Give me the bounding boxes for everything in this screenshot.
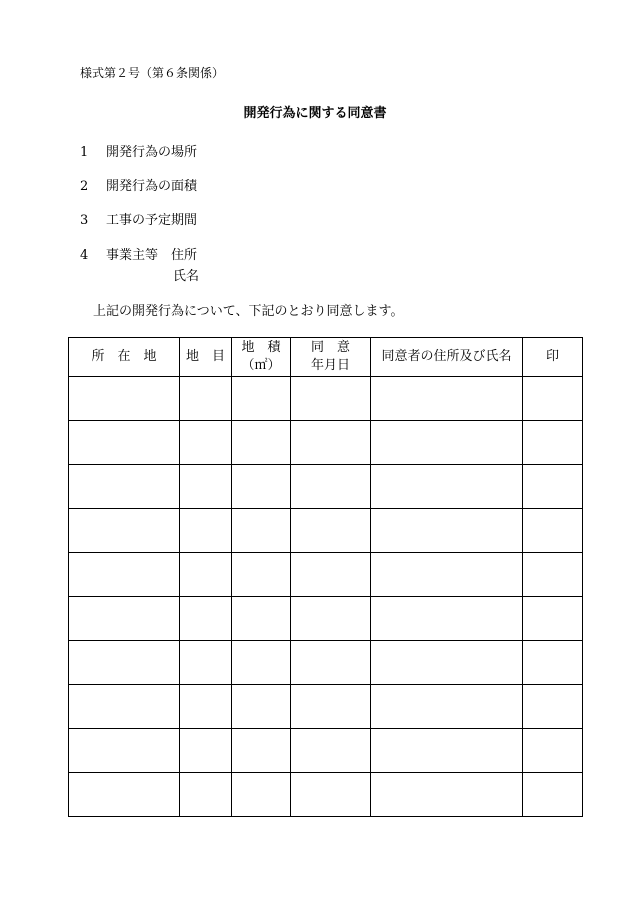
cell-seal[interactable] bbox=[523, 377, 583, 421]
header-date-line1: 同 意 bbox=[310, 340, 350, 355]
item-business-owner bbox=[80, 244, 199, 284]
item-sub-label: 氏名 bbox=[173, 269, 200, 284]
cell-location[interactable] bbox=[69, 685, 180, 729]
item-number: 4 bbox=[80, 248, 89, 263]
cell-location[interactable] bbox=[69, 377, 180, 421]
item-label: 開発行為の面積 bbox=[106, 179, 198, 194]
cell-location[interactable] bbox=[69, 597, 180, 641]
consent-statement: 上記の開発行為について、下記のとおり同意します。 bbox=[93, 304, 404, 319]
cell-land-category[interactable] bbox=[180, 421, 232, 465]
table-row bbox=[69, 685, 583, 729]
cell-seal[interactable] bbox=[523, 729, 583, 773]
cell-name-address[interactable] bbox=[371, 597, 523, 641]
cell-name-address[interactable] bbox=[371, 729, 523, 773]
item-label: 開発行為の場所 bbox=[106, 145, 198, 160]
table-row bbox=[69, 465, 583, 509]
cell-name-address[interactable] bbox=[371, 553, 523, 597]
cell-consent-date[interactable] bbox=[291, 465, 371, 509]
cell-seal[interactable] bbox=[523, 465, 583, 509]
item-number: 1 bbox=[80, 145, 89, 160]
cell-consent-date[interactable] bbox=[291, 377, 371, 421]
cell-location[interactable] bbox=[69, 553, 180, 597]
cell-seal[interactable] bbox=[523, 509, 583, 553]
table-row bbox=[69, 377, 583, 421]
cell-land-category[interactable] bbox=[180, 773, 232, 817]
table-row bbox=[69, 421, 583, 465]
cell-consent-date[interactable] bbox=[291, 729, 371, 773]
cell-area[interactable] bbox=[232, 377, 291, 421]
cell-consent-date[interactable] bbox=[291, 509, 371, 553]
table-row bbox=[69, 553, 583, 597]
document-title: 開発行為に関する同意書 bbox=[243, 106, 387, 121]
cell-area[interactable] bbox=[232, 773, 291, 817]
header-location: 所 在 地 bbox=[69, 338, 180, 377]
item-label: 事業主等 住所 bbox=[106, 248, 198, 263]
cell-seal[interactable] bbox=[523, 553, 583, 597]
form-number: 様式第２号（第６条関係） bbox=[80, 66, 225, 80]
item-label: 工事の予定期間 bbox=[106, 213, 198, 228]
table-row bbox=[69, 641, 583, 685]
cell-land-category[interactable] bbox=[180, 597, 232, 641]
header-area-unit: （㎡） bbox=[241, 358, 281, 373]
cell-seal[interactable] bbox=[523, 641, 583, 685]
cell-consent-date[interactable] bbox=[291, 685, 371, 729]
cell-location[interactable] bbox=[69, 465, 180, 509]
cell-location[interactable] bbox=[69, 509, 180, 553]
cell-area[interactable] bbox=[232, 597, 291, 641]
table-row bbox=[69, 597, 583, 641]
cell-name-address[interactable] bbox=[371, 509, 523, 553]
header-land-category: 地 目 bbox=[180, 338, 232, 377]
cell-area[interactable] bbox=[232, 509, 291, 553]
table-row bbox=[69, 773, 583, 817]
cell-area[interactable] bbox=[232, 729, 291, 773]
table-row bbox=[69, 509, 583, 553]
cell-location[interactable] bbox=[69, 641, 180, 685]
table-row bbox=[69, 729, 583, 773]
cell-area[interactable] bbox=[232, 553, 291, 597]
item-construction-period bbox=[80, 209, 197, 228]
cell-name-address[interactable] bbox=[371, 465, 523, 509]
cell-consent-date[interactable] bbox=[291, 773, 371, 817]
cell-land-category[interactable] bbox=[180, 685, 232, 729]
cell-area[interactable] bbox=[232, 641, 291, 685]
cell-land-category[interactable] bbox=[180, 465, 232, 509]
cell-consent-date[interactable] bbox=[291, 597, 371, 641]
header-date-line2: 年月日 bbox=[310, 358, 350, 373]
cell-name-address[interactable] bbox=[371, 773, 523, 817]
cell-consent-date[interactable] bbox=[291, 553, 371, 597]
cell-name-address[interactable] bbox=[371, 641, 523, 685]
cell-seal[interactable] bbox=[523, 773, 583, 817]
item-area bbox=[80, 175, 197, 194]
cell-area[interactable] bbox=[232, 685, 291, 729]
cell-seal[interactable] bbox=[523, 421, 583, 465]
cell-area[interactable] bbox=[232, 465, 291, 509]
cell-name-address[interactable] bbox=[371, 377, 523, 421]
header-consent-date bbox=[291, 338, 371, 377]
table-header-row bbox=[69, 338, 583, 377]
cell-name-address[interactable] bbox=[371, 685, 523, 729]
cell-location[interactable] bbox=[69, 773, 180, 817]
cell-land-category[interactable] bbox=[180, 641, 232, 685]
cell-consent-date[interactable] bbox=[291, 421, 371, 465]
cell-name-address[interactable] bbox=[371, 421, 523, 465]
item-location bbox=[80, 141, 197, 160]
cell-seal[interactable] bbox=[523, 597, 583, 641]
cell-land-category[interactable] bbox=[180, 509, 232, 553]
header-area bbox=[232, 338, 291, 377]
cell-seal[interactable] bbox=[523, 685, 583, 729]
header-name-address: 同意者の住所及び氏名 bbox=[371, 338, 523, 377]
header-area-line1: 地 積 bbox=[241, 340, 281, 355]
consent-table bbox=[68, 337, 583, 817]
cell-land-category[interactable] bbox=[180, 729, 232, 773]
cell-consent-date[interactable] bbox=[291, 641, 371, 685]
header-seal: 印 bbox=[523, 338, 583, 377]
cell-location[interactable] bbox=[69, 729, 180, 773]
item-number: 3 bbox=[80, 213, 89, 228]
cell-location[interactable] bbox=[69, 421, 180, 465]
item-number: 2 bbox=[80, 179, 89, 194]
cell-area[interactable] bbox=[232, 421, 291, 465]
cell-land-category[interactable] bbox=[180, 553, 232, 597]
cell-land-category[interactable] bbox=[180, 377, 232, 421]
